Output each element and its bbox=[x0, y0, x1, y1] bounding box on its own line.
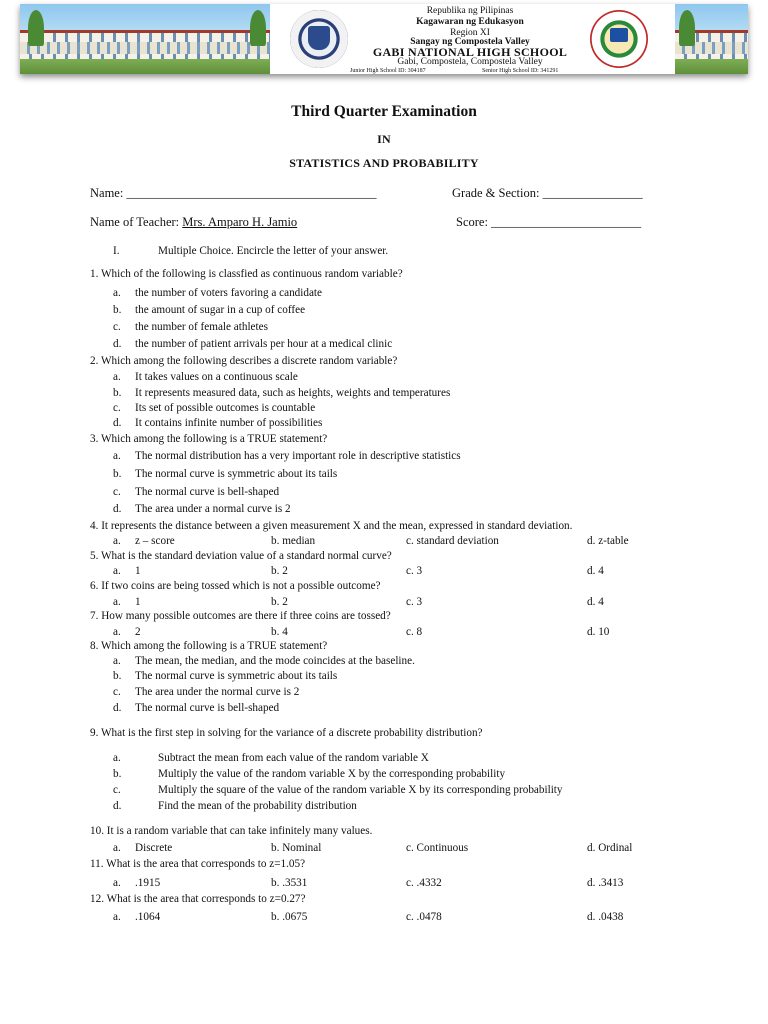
header-department: Kagawaran ng Edukasyon bbox=[416, 17, 524, 27]
question-6-choice: c. 3 bbox=[406, 596, 423, 608]
question-4-choice: c. standard deviation bbox=[406, 535, 499, 547]
question-11-choice: c. .4332 bbox=[406, 877, 442, 889]
question-9-choice-letter: d. bbox=[113, 800, 122, 812]
question-7-choice-letter: a. bbox=[113, 626, 121, 638]
exam-subject: STATISTICS AND PROBABILITY bbox=[289, 156, 479, 170]
question-7-choice-text: 2 bbox=[135, 626, 141, 638]
exam-title: Third Quarter Examination bbox=[291, 103, 477, 120]
question-9-choice-letter: a. bbox=[113, 752, 121, 764]
question-12-choice: d. .0438 bbox=[587, 911, 624, 923]
question-3-choice-text: The area under a normal curve is 2 bbox=[135, 503, 291, 515]
question-3-choice-text: The normal distribution has a very important role in descriptive statistics bbox=[135, 450, 461, 462]
teacher-field bbox=[90, 215, 297, 230]
question-10-choice-text: Discrete bbox=[135, 842, 173, 854]
question-3-choice-text: The normal curve is symmetric about its tails bbox=[135, 468, 338, 480]
question-5-choice: c. 3 bbox=[406, 565, 423, 577]
question-11-choice-text: .1915 bbox=[135, 877, 161, 889]
question-5-choice-letter: a. bbox=[113, 565, 121, 577]
question-8-choice-letter: b. bbox=[113, 670, 122, 682]
question-2-choice-text: Its set of possible outcomes is countable bbox=[135, 402, 316, 414]
question-3-choice-letter: c. bbox=[113, 486, 121, 498]
question-6-choice-text: 1 bbox=[135, 596, 141, 608]
question-10-choice-letter: a. bbox=[113, 842, 121, 854]
grade-section-label: Grade & Section: bbox=[452, 186, 540, 200]
name-blank-line[interactable]: ________________________________________ bbox=[126, 186, 377, 200]
header-shs-id: Senior High School ID: 341291 bbox=[482, 68, 559, 74]
question-6-choice: d. 4 bbox=[587, 596, 604, 608]
school-building-photo-left bbox=[20, 4, 270, 74]
question-2-choice-text: It represents measured data, such as heights, weights and temperatures bbox=[135, 387, 451, 399]
question-11-choice: d. .3413 bbox=[587, 877, 624, 889]
question-10-choice: c. Continuous bbox=[406, 842, 469, 854]
question-8-choice-letter: c. bbox=[113, 686, 121, 698]
question-10-choice: b. Nominal bbox=[271, 842, 322, 854]
question-2-choice-text: It contains infinite number of possibilities bbox=[135, 417, 323, 429]
question-8-text: 8. Which among the following is a TRUE statement? bbox=[90, 640, 328, 652]
header-republic: Republika ng Pilipinas bbox=[426, 6, 514, 16]
question-5-choice: d. 4 bbox=[587, 565, 604, 577]
name-label: Name: bbox=[90, 186, 124, 200]
header-address: Gabi, Compostela, Compostela Valley bbox=[397, 57, 543, 67]
question-2-choice-letter: d. bbox=[113, 417, 122, 429]
question-9-text: 9. What is the first step in solving for the variance of a discrete probability distribution? bbox=[90, 727, 483, 739]
question-1-choice-letter: a. bbox=[113, 287, 121, 299]
header-region: Region XI bbox=[450, 28, 490, 38]
question-11-choice-letter: a. bbox=[113, 877, 121, 889]
question-12-choice-text: .1064 bbox=[135, 911, 161, 923]
question-6-choice-letter: a. bbox=[113, 596, 121, 608]
question-4-choice: d. z-table bbox=[587, 535, 629, 547]
exam-in-label: IN bbox=[377, 132, 391, 146]
grade-section-blank-line[interactable]: ________________ bbox=[542, 186, 643, 200]
question-1-choice-letter: d. bbox=[113, 338, 122, 350]
score-label: Score: bbox=[456, 215, 488, 229]
question-12-choice: c. .0478 bbox=[406, 911, 442, 923]
question-7-choice: c. 8 bbox=[406, 626, 423, 638]
question-4-choice-text: z – score bbox=[135, 535, 175, 547]
teacher-label: Name of Teacher: bbox=[90, 215, 180, 229]
question-7-choice: b. 4 bbox=[271, 626, 288, 638]
header-jhs-id: Junior High School ID: 304187 bbox=[350, 68, 426, 74]
question-1-choice-text: the number of female athletes bbox=[135, 321, 268, 333]
question-6-text: 6. If two coins are being tossed which is not a possible outcome? bbox=[90, 580, 381, 592]
question-1-choice-text: the amount of sugar in a cup of coffee bbox=[135, 304, 306, 316]
question-1-choice-text: the number of patient arrivals per hour at a medical clinic bbox=[135, 338, 393, 350]
question-6-choice: b. 2 bbox=[271, 596, 288, 608]
question-3-choice-text: The normal curve is bell-shaped bbox=[135, 486, 280, 498]
question-9-choice-letter: c. bbox=[113, 784, 121, 796]
grade-section-field bbox=[452, 186, 643, 201]
question-1-choice-letter: b. bbox=[113, 304, 122, 316]
section-numeral: I. bbox=[113, 245, 120, 257]
question-4-text: 4. It represents the distance between a given measurement X and the mean, expressed in standard deviation. bbox=[90, 520, 573, 532]
score-field bbox=[456, 215, 641, 230]
question-3-text: 3. Which among the following is a TRUE statement? bbox=[90, 433, 328, 445]
question-4-choice-letter: a. bbox=[113, 535, 121, 547]
question-12-choice-letter: a. bbox=[113, 911, 121, 923]
question-5-choice-text: 1 bbox=[135, 565, 141, 577]
question-2-choice-letter: b. bbox=[113, 387, 122, 399]
score-blank-line[interactable]: ________________________ bbox=[491, 215, 642, 229]
question-8-choice-letter: a. bbox=[113, 655, 121, 667]
question-10-text: 10. It is a random variable that can take infinitely many values. bbox=[90, 825, 373, 837]
question-3-choice-letter: b. bbox=[113, 468, 122, 480]
question-4-choice: b. median bbox=[271, 535, 316, 547]
question-12-text: 12. What is the area that corresponds to z=0.27? bbox=[90, 893, 306, 905]
question-5-choice: b. 2 bbox=[271, 565, 288, 577]
question-10-choice: d. Ordinal bbox=[587, 842, 633, 854]
question-1-choice-text: the number of voters favoring a candidate bbox=[135, 287, 323, 299]
question-9-choice-text: Find the mean of the probability distribution bbox=[158, 800, 357, 812]
school-seal-logo bbox=[590, 10, 648, 68]
question-8-choice-text: The area under the normal curve is 2 bbox=[135, 686, 300, 698]
question-8-choice-letter: d. bbox=[113, 702, 122, 714]
header-school-name: GABI NATIONAL HIGH SCHOOL bbox=[372, 45, 568, 59]
teacher-name: Mrs. Amparo H. Jamio bbox=[182, 215, 298, 229]
question-2-text: 2. Which among the following describes a discrete random variable? bbox=[90, 355, 398, 367]
question-5-text: 5. What is the standard deviation value of a standard normal curve? bbox=[90, 550, 392, 562]
question-12-choice: b. .0675 bbox=[271, 911, 308, 923]
question-7-text: 7. How many possible outcomes are there if three coins are tossed? bbox=[90, 610, 391, 622]
question-1-choice-letter: c. bbox=[113, 321, 121, 333]
name-field bbox=[90, 186, 376, 201]
question-7-choice: d. 10 bbox=[587, 626, 610, 638]
question-9-choice-text: Multiply the value of the random variable X by the corresponding probability bbox=[158, 768, 506, 780]
deped-seal-logo bbox=[290, 10, 348, 68]
question-2-choice-letter: c. bbox=[113, 402, 121, 414]
question-8-choice-text: The mean, the median, and the mode coincides at the baseline. bbox=[135, 655, 415, 667]
question-9-choice-text: Subtract the mean from each value of the random variable X bbox=[158, 752, 429, 764]
question-11-choice: b. .3531 bbox=[271, 877, 308, 889]
header-division: Sangay ng Compostela Valley bbox=[410, 37, 530, 47]
school-header-banner bbox=[20, 4, 748, 74]
question-11-text: 11. What is the area that corresponds to z=1.05? bbox=[90, 858, 306, 870]
question-9-choice-letter: b. bbox=[113, 768, 122, 780]
school-building-photo-right bbox=[675, 4, 748, 74]
question-2-choice-letter: a. bbox=[113, 371, 121, 383]
question-1-text: 1. Which of the following is classfied as continuous random variable? bbox=[90, 268, 403, 280]
question-2-choice-text: It takes values on a continuous scale bbox=[135, 371, 298, 383]
question-3-choice-letter: a. bbox=[113, 450, 121, 462]
question-8-choice-text: The normal curve is bell-shaped bbox=[135, 702, 280, 714]
question-3-choice-letter: d. bbox=[113, 503, 122, 515]
section-instruction: Multiple Choice. Encircle the letter of your answer. bbox=[158, 245, 389, 257]
question-8-choice-text: The normal curve is symmetric about its tails bbox=[135, 670, 338, 682]
question-9-choice-text: Multiply the square of the value of the random variable X by its corresponding probability bbox=[158, 784, 563, 796]
